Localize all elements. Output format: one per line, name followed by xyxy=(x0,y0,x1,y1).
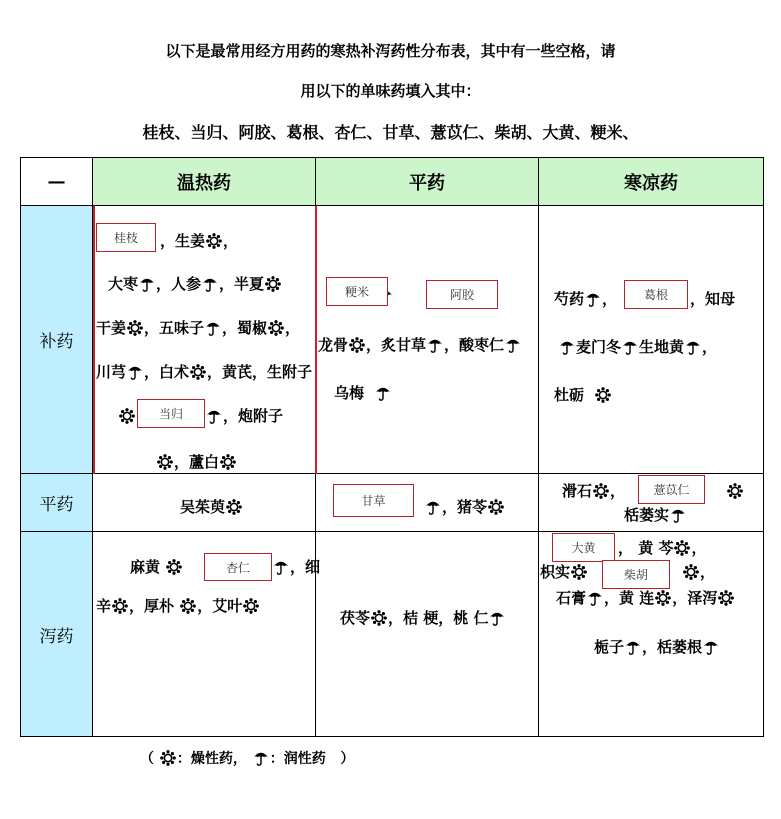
herb-line: 栀子 ，栝蒌根 xyxy=(594,637,720,657)
herb-line: ，猪苓 xyxy=(424,497,505,517)
dry-icon xyxy=(166,559,182,575)
umbrella-icon xyxy=(622,339,638,355)
herb-line: ，知母 xyxy=(690,290,736,308)
dry-icon xyxy=(220,454,236,470)
dry-icon xyxy=(190,364,206,380)
herb-line: ， xyxy=(682,562,715,582)
answer-box-guizhi[interactable]: 桂枝 xyxy=(96,223,156,252)
herb-line: ，细 xyxy=(272,557,320,577)
umbrella-icon xyxy=(585,291,601,307)
herb-line: ，蘆白 xyxy=(156,452,237,472)
umbrella-icon xyxy=(253,750,269,766)
herb-line: 芍药 ， xyxy=(554,290,618,308)
umbrella-icon xyxy=(703,639,719,655)
herb-line xyxy=(118,406,136,426)
umbrella-icon xyxy=(205,320,221,336)
herb-line: 龙骨 ，炙甘草 ，酸枣仁 xyxy=(318,335,522,355)
cell-purge-neutral xyxy=(316,532,539,736)
column-header-warm: 温热药 xyxy=(93,158,316,206)
herb-line: 石膏 ，黄 连 ，泽泻 xyxy=(556,588,735,608)
umbrella-icon xyxy=(587,590,603,606)
herb-line: 茯苓 ，桔 梗，桃 仁 xyxy=(340,608,506,628)
answer-box-danggui[interactable]: 当归 xyxy=(137,399,205,428)
herb-line: 干姜 ，五味子 ，蜀椒 ， xyxy=(96,319,301,337)
dry-icon xyxy=(674,540,690,556)
umbrella-icon xyxy=(425,499,441,515)
answer-box-chaihu[interactable]: 柴胡 xyxy=(602,560,670,589)
dry-icon xyxy=(349,337,365,353)
herb-line xyxy=(726,481,744,501)
herb-line: 乌梅 xyxy=(334,383,392,403)
dry-icon xyxy=(371,610,387,626)
herb-line: ，炮附子 xyxy=(205,406,283,426)
legend: （ ：燥性药， ：润性药 ） xyxy=(140,751,355,767)
umbrella-icon xyxy=(127,364,143,380)
herb-line: 大枣 ，人参 ，半夏 xyxy=(108,274,282,294)
dry-icon xyxy=(112,598,128,614)
dry-icon xyxy=(488,499,504,515)
row-header-tonify: 补药 xyxy=(21,206,93,474)
dry-icon xyxy=(268,320,284,336)
highlight-border-left xyxy=(93,206,95,474)
row-header-purge: 泻药 xyxy=(21,532,93,736)
instruction-line-2: 用以下的单味药填入其中： xyxy=(300,82,481,100)
dry-icon xyxy=(595,387,611,403)
herb-line: 川芎 ，白术 ，黄芪，生附子 xyxy=(96,363,313,381)
umbrella-icon xyxy=(206,408,222,424)
herb-line: 麻黄 xyxy=(130,557,183,577)
column-header-cold: 寒凉药 xyxy=(539,158,763,206)
instruction-line-1: 以下是最常用经方用药的寒热补泻药性分布表，其中有一些空格，请 xyxy=(165,42,616,60)
umbrella-icon xyxy=(685,339,701,355)
umbrella-icon xyxy=(489,610,505,626)
herb-line: ， 黄 芩 ， xyxy=(618,539,707,557)
dry-icon xyxy=(226,499,242,515)
herb-line: 枳实 xyxy=(540,562,588,582)
umbrella-icon xyxy=(375,385,391,401)
herb-line: 吴茱萸 xyxy=(180,497,243,517)
herb-line: 麦门冬 生地黄 ， xyxy=(558,337,717,357)
answer-box-jingmi[interactable]: 粳米 xyxy=(326,277,388,306)
row-header-neutral: 平药 xyxy=(21,474,93,532)
herb-list-line: 桂枝、当归、阿胶、葛根、杏仁、甘草、薏苡仁、柴胡、大黄、粳米、 xyxy=(142,123,639,142)
dry-icon xyxy=(119,408,135,424)
dry-icon xyxy=(727,483,743,499)
umbrella-icon xyxy=(139,276,155,292)
answer-box-gancao[interactable]: 甘草 xyxy=(333,484,414,517)
herb-line: 栝蒌实 xyxy=(624,505,687,525)
dry-icon xyxy=(157,454,173,470)
highlight-border-right xyxy=(315,206,317,474)
dry-icon xyxy=(265,276,281,292)
herb-line: 辛 ，厚朴 ，艾叶 xyxy=(96,596,260,616)
dry-icon xyxy=(206,233,222,249)
dry-icon xyxy=(180,598,196,614)
dry-icon xyxy=(655,590,671,606)
herb-line: ，生姜 ， xyxy=(160,232,239,250)
dry-icon xyxy=(160,750,176,766)
umbrella-icon xyxy=(625,639,641,655)
herb-line: 杜砺 xyxy=(554,385,612,405)
umbrella-icon xyxy=(505,337,521,353)
herb-line: 滑石 ， xyxy=(562,482,626,500)
dry-icon xyxy=(571,564,587,580)
umbrella-icon xyxy=(202,276,218,292)
dry-icon xyxy=(683,564,699,580)
umbrella-icon xyxy=(559,339,575,355)
corner-cell: — xyxy=(21,158,93,206)
umbrella-icon xyxy=(670,507,686,523)
dry-icon xyxy=(718,590,734,606)
dry-icon xyxy=(243,598,259,614)
answer-box-dahuang[interactable]: 大黄 xyxy=(552,533,615,562)
answer-box-gegen[interactable]: 葛根 xyxy=(624,280,688,309)
umbrella-icon xyxy=(273,559,289,575)
dry-icon xyxy=(127,320,143,336)
answer-box-xingren[interactable]: 杏仁 xyxy=(204,553,272,581)
answer-box-yiyiren[interactable]: 薏苡仁 xyxy=(638,475,705,504)
dry-icon xyxy=(593,483,609,499)
column-header-neutral: 平药 xyxy=(316,158,539,206)
answer-box-ejiao[interactable]: 阿胶 xyxy=(426,280,498,309)
umbrella-icon xyxy=(427,337,443,353)
